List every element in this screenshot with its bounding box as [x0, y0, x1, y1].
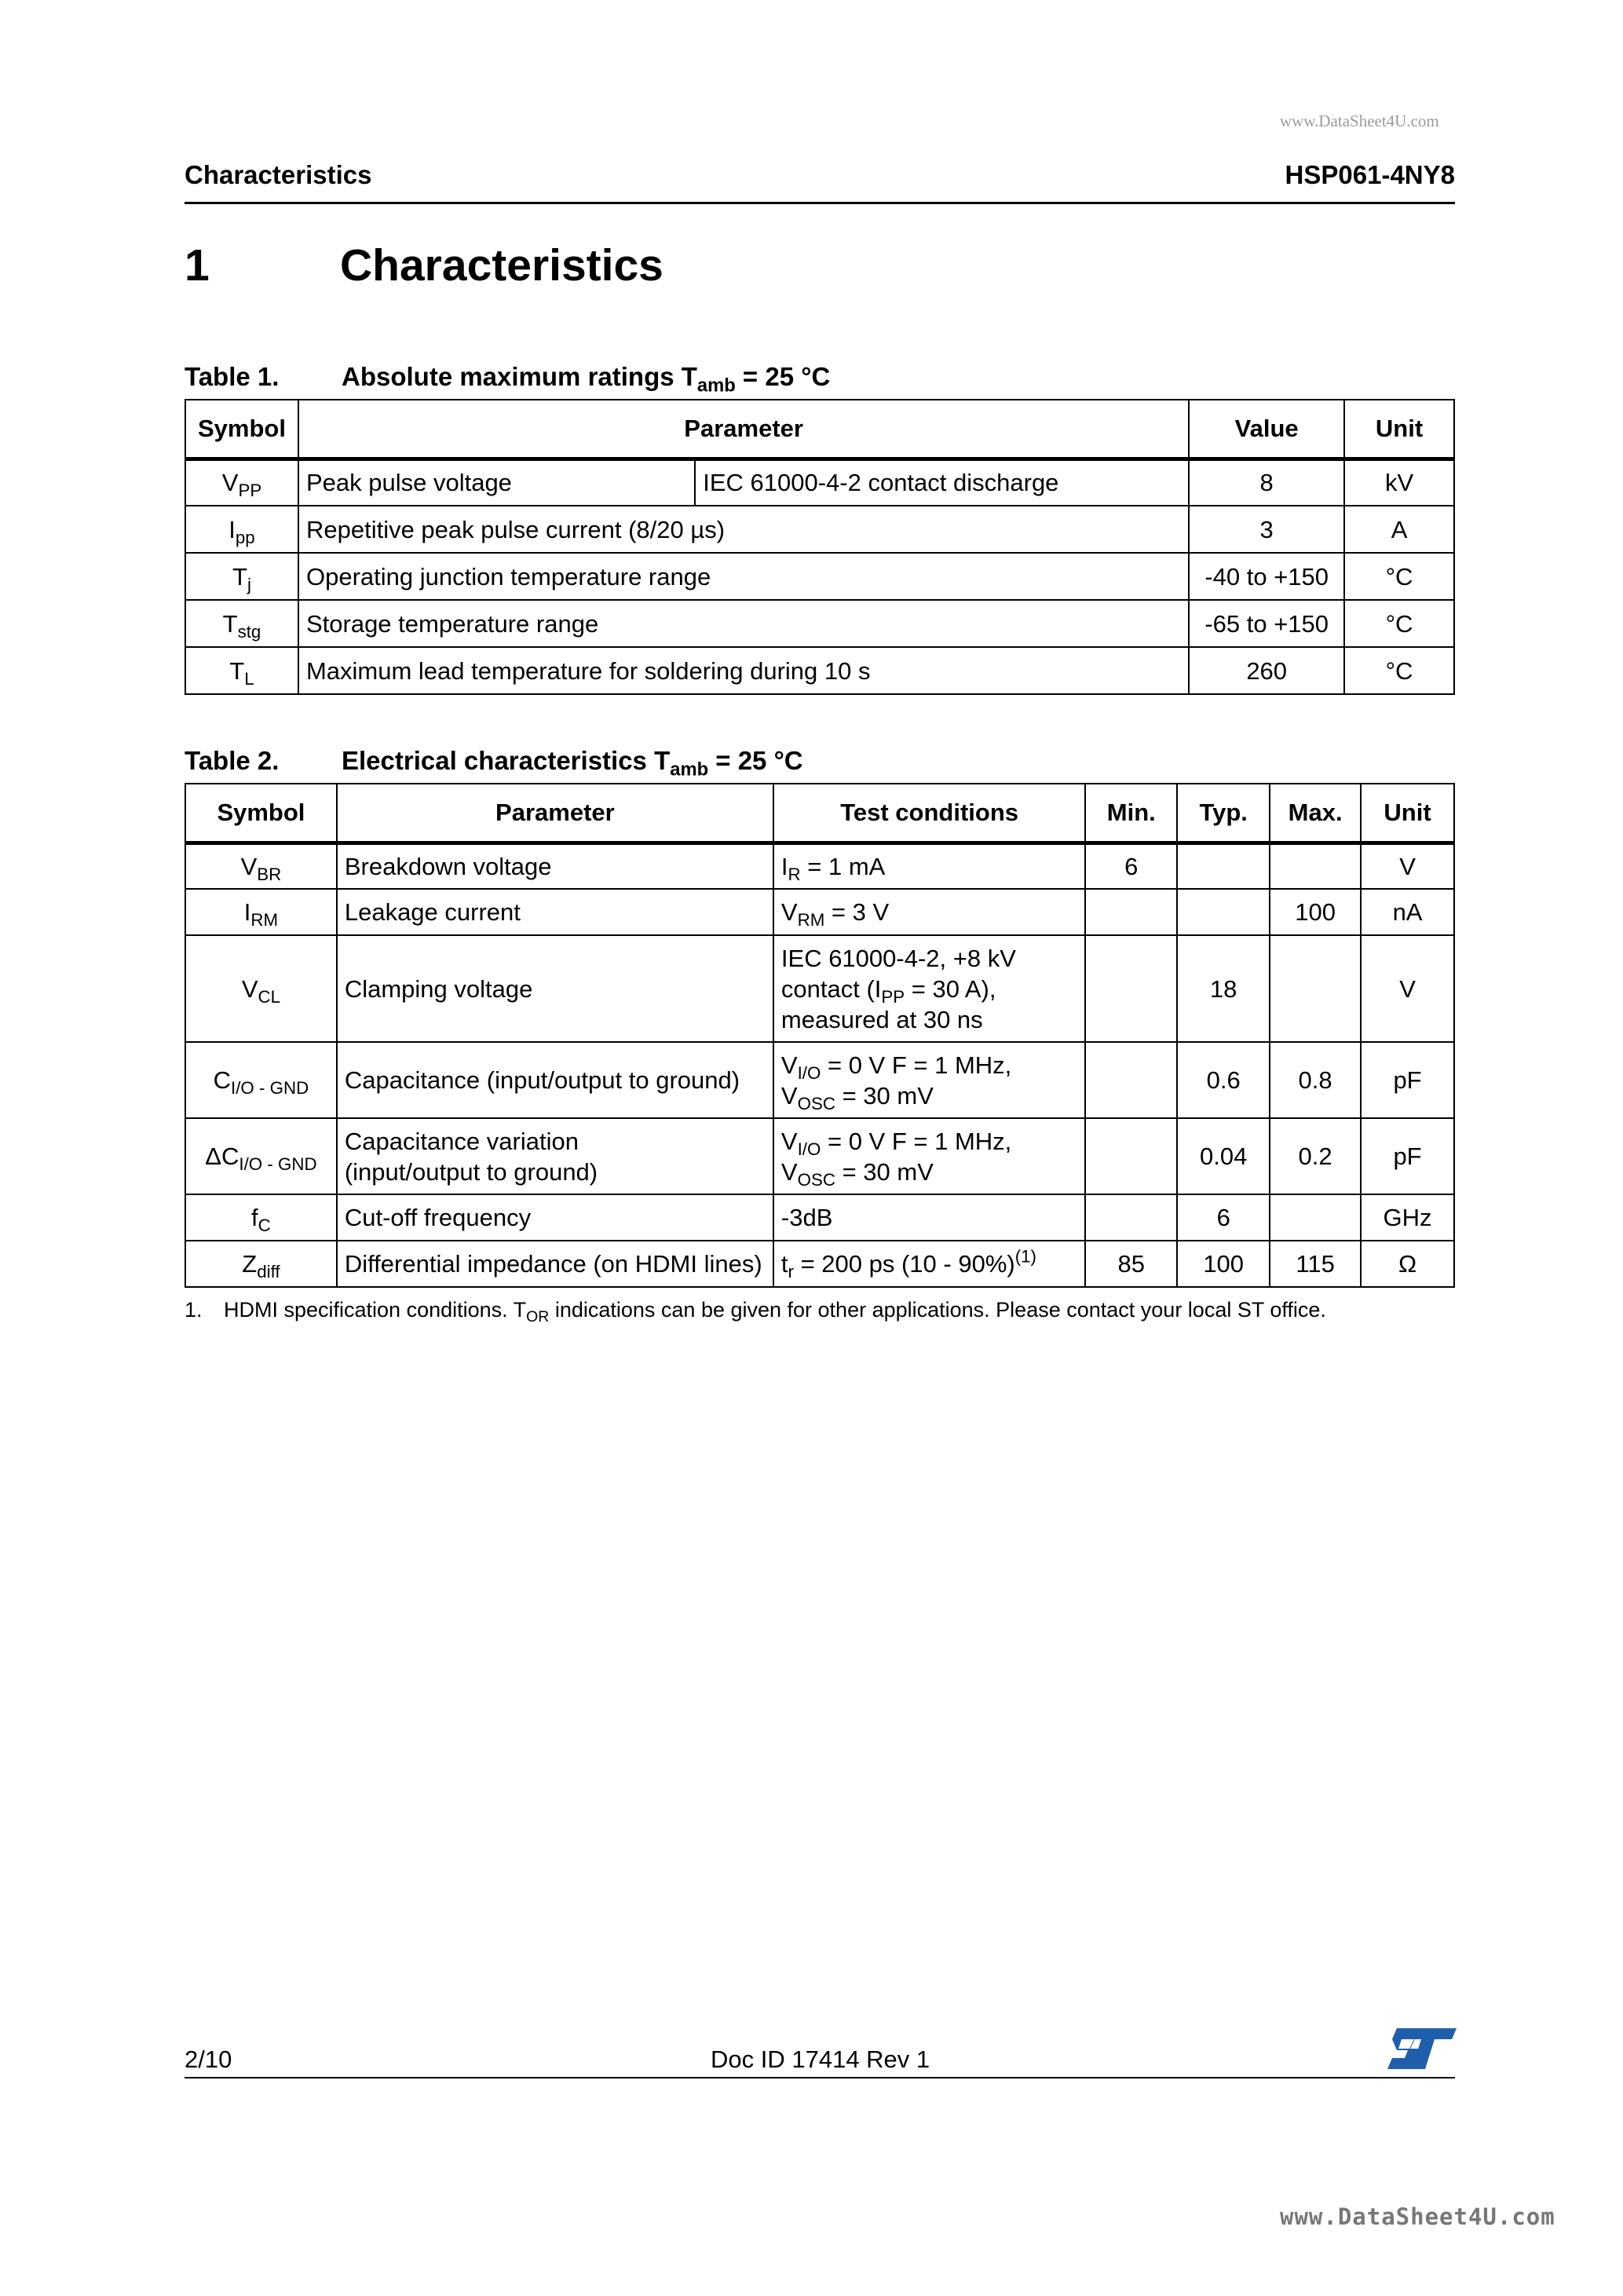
footer-rule — [185, 2077, 1455, 2078]
parameter-cell: Operating junction temperature range — [298, 553, 1189, 600]
conditions-cell — [773, 1042, 1085, 1118]
parameter-cell: Peak pulse voltage — [298, 459, 695, 506]
st-logo-icon — [1386, 2027, 1458, 2071]
parameter-cell: Breakdown voltage — [337, 843, 773, 889]
section-title: Characteristics — [340, 240, 663, 291]
unit-cell: pF — [1361, 1042, 1454, 1118]
max-cell: 115 — [1270, 1241, 1361, 1287]
max-cell: 0.2 — [1270, 1118, 1361, 1194]
table-row — [185, 553, 1454, 600]
table1-caption — [185, 362, 970, 397]
doc-id: Doc ID 17414 Rev 1 — [711, 2046, 930, 2073]
watermark-top: www.DataSheet4U.com — [1280, 112, 1439, 130]
typ-cell — [1177, 843, 1270, 889]
parameter-cell: Differential impedance (on HDMI lines) — [337, 1241, 773, 1287]
conditions-cell — [773, 1118, 1085, 1194]
unit-cell: kV — [1344, 459, 1454, 506]
value-cell: 3 — [1189, 506, 1344, 553]
header-part-number: HSP061-4NY8 — [1285, 160, 1455, 189]
min-cell — [1085, 1194, 1177, 1241]
table-row — [185, 1118, 1454, 1194]
max-cell — [1270, 843, 1361, 889]
value-cell: -40 to +150 — [1189, 553, 1344, 600]
condition-line: contact ($I_{PP} = 30$ A), — [780, 974, 996, 1007]
condition-line: IEC 61000-4-2, +8 kV — [780, 944, 1016, 972]
table2-caption — [185, 746, 970, 781]
value-cell: -65 to +150 — [1189, 600, 1344, 647]
table-row — [185, 600, 1454, 647]
symbol-cell: $C_{I/O - GND}$ — [185, 1042, 337, 1118]
max-cell: 100 — [1270, 889, 1361, 935]
unit-cell: V — [1361, 843, 1454, 889]
parameter-cell: Clamping voltage — [337, 935, 773, 1042]
parameter-cell: Cut-off frequency — [337, 1194, 773, 1241]
symbol-cell: $I_{RM}$ — [185, 889, 337, 935]
unit-cell: nA — [1361, 889, 1454, 935]
col-header-parameter: Parameter — [337, 784, 773, 843]
symbol-cell: $T_{stg}$ — [185, 600, 298, 647]
conditions-cell — [773, 935, 1085, 1042]
unit-cell: °C — [1344, 647, 1454, 694]
value-cell: 260 — [1189, 647, 1344, 694]
unit-cell: GHz — [1361, 1194, 1454, 1241]
unit-cell: pF — [1361, 1118, 1454, 1194]
condition-line: $V_{I/O} = 0$ V F = 1 MHz, — [780, 1127, 1012, 1159]
parameter-cell: Capacitance (input/output to ground) — [337, 1042, 773, 1118]
footnote-number: 1. — [185, 1298, 203, 1322]
typ-cell: 0.6 — [1177, 1042, 1270, 1118]
max-cell — [1270, 1194, 1361, 1241]
min-cell — [1085, 1118, 1177, 1194]
col-header-parameter: Parameter — [298, 400, 1189, 459]
col-header-symbol: Symbol — [185, 400, 298, 459]
table-row — [185, 1042, 1454, 1118]
table-row — [185, 889, 1454, 935]
table-row — [185, 1241, 1454, 1287]
page-number: 2/10 — [185, 2046, 232, 2073]
condition-line: $V_{I/O} = 0$ V F = 1 MHz, — [780, 1051, 1012, 1083]
unit-cell: Ω — [1361, 1241, 1454, 1287]
watermark-bottom: www.DataSheet4U.com — [1280, 2203, 1555, 2230]
conditions-cell: -3dB — [773, 1194, 1085, 1241]
condition-line: measured at 30 ns — [780, 1005, 983, 1033]
min-cell: 6 — [1085, 843, 1177, 889]
symbol-cell: $V_{CL}$ — [185, 935, 337, 1042]
symbol-cell: $T_j$ — [185, 553, 298, 600]
unit-cell: °C — [1344, 600, 1454, 647]
max-cell — [1270, 935, 1361, 1042]
table-row — [185, 506, 1454, 553]
col-header-unit: Unit — [1361, 784, 1454, 843]
condition-line: $V_{OSC} = 30$ mV — [780, 1157, 934, 1190]
table1-label: Table 1. — [185, 362, 280, 391]
parameter-line: (input/output to ground) — [344, 1157, 598, 1186]
table2-label: Table 2. — [185, 746, 280, 775]
unit-cell: V — [1361, 935, 1454, 1042]
table2-title: Electrical characteristics $T_{amb} = 25$ °C — [342, 746, 803, 781]
unit-cell: °C — [1344, 553, 1454, 600]
parameter-detail-cell: IEC 61000-4-2 contact discharge — [695, 459, 1189, 506]
col-header-max: Max. — [1270, 784, 1361, 843]
col-header-test-conditions: Test conditions — [773, 784, 1085, 843]
table-footnote: 1. HDMI specification conditions. $T_{OR}$ indications can be given for other applications. Please contact your local ST office. — [185, 1298, 1326, 1326]
table-row — [185, 935, 1454, 1042]
min-cell — [1085, 889, 1177, 935]
value-cell: 8 — [1189, 459, 1344, 506]
typ-cell: 18 — [1177, 935, 1270, 1042]
parameter-cell — [337, 1118, 773, 1194]
col-header-value: Value — [1189, 400, 1344, 459]
typ-cell: 6 — [1177, 1194, 1270, 1241]
conditions-cell: $t_r = 200$ ps (10 - 90%)$^{(1)}$ — [773, 1241, 1085, 1287]
parameter-cell: Repetitive peak pulse current (8/20 µs) — [298, 506, 1189, 553]
header-rule — [185, 202, 1455, 204]
parameter-cell: Maximum lead temperature for soldering during 10 s — [298, 647, 1189, 694]
condition-line: $V_{OSC} = 30$ mV — [780, 1081, 934, 1113]
table-row — [185, 1194, 1454, 1241]
unit-cell: A — [1344, 506, 1454, 553]
min-cell — [1085, 1042, 1177, 1118]
min-cell: 85 — [1085, 1241, 1177, 1287]
table-row — [185, 647, 1454, 694]
table-row — [185, 459, 1454, 506]
max-cell: 0.8 — [1270, 1042, 1361, 1118]
col-header-symbol: Symbol — [185, 784, 337, 843]
symbol-cell: $V_{BR}$ — [185, 843, 337, 889]
symbol-cell: $I_{pp}$ — [185, 506, 298, 553]
footnote-ref: (1) — [1014, 1246, 1036, 1267]
symbol-cell: $\Delta C_{I/O - GND}$ — [185, 1118, 337, 1194]
typ-cell: 0.04 — [1177, 1118, 1270, 1194]
header-section-name: Characteristics — [185, 160, 372, 189]
table1-title: Absolute maximum ratings $T_{amb} = 25$ °C — [342, 362, 831, 397]
symbol-cell: $V_{PP}$ — [185, 459, 298, 506]
symbol-cell: $f_C$ — [185, 1194, 337, 1241]
section-number: 1 — [185, 240, 210, 291]
typ-cell: 100 — [1177, 1241, 1270, 1287]
conditions-cell: $I_R = 1$ mA — [773, 843, 1085, 889]
parameter-cell: Leakage current — [337, 889, 773, 935]
typ-cell — [1177, 889, 1270, 935]
min-cell — [1085, 935, 1177, 1042]
table-row — [185, 843, 1454, 889]
symbol-cell: $Z_{diff}$ — [185, 1241, 337, 1287]
absolute-max-ratings-table — [185, 399, 1455, 695]
conditions-cell: $V_{RM} = 3$ V — [773, 889, 1085, 935]
col-header-min: Min. — [1085, 784, 1177, 843]
electrical-characteristics-table — [185, 783, 1455, 1288]
parameter-cell: Storage temperature range — [298, 600, 1189, 647]
symbol-cell: $T_L$ — [185, 647, 298, 694]
st-logo — [1386, 2027, 1458, 2075]
parameter-line: Capacitance variation — [344, 1127, 579, 1155]
col-header-typ: Typ. — [1177, 784, 1270, 843]
col-header-unit: Unit — [1344, 400, 1454, 459]
